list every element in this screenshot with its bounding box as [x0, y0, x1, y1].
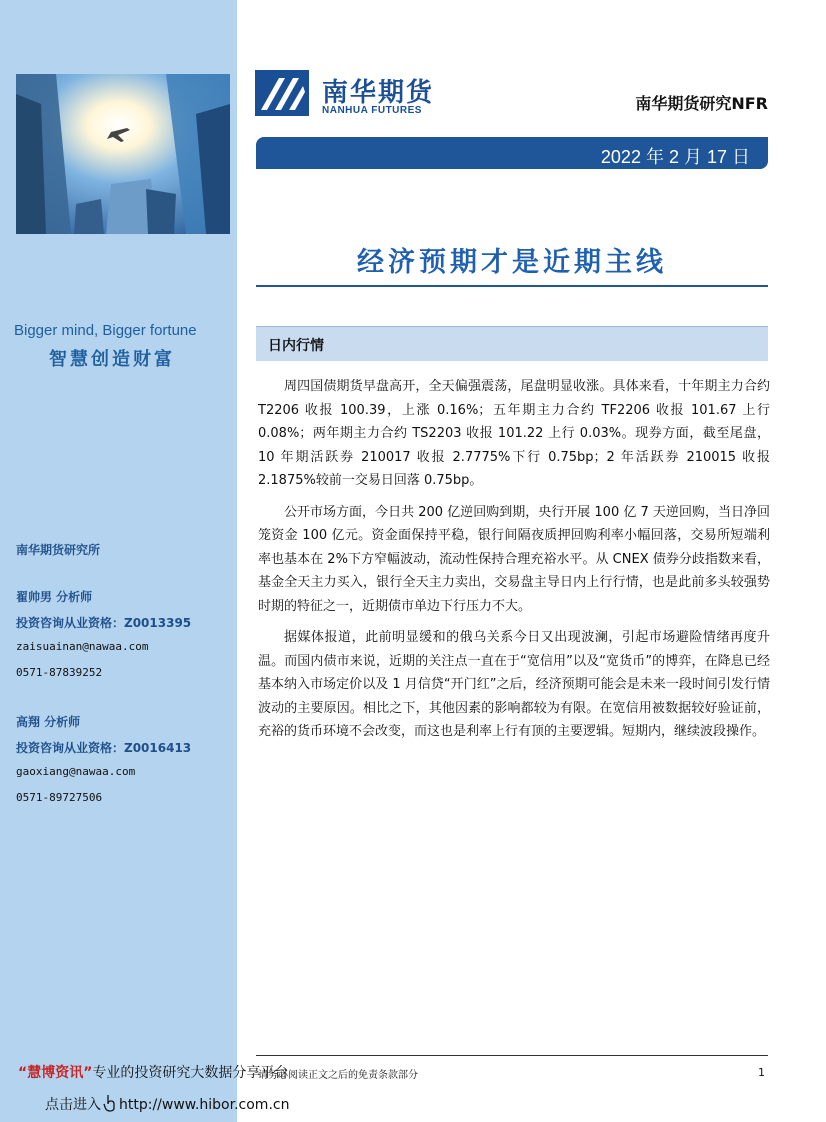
slogan-english: Bigger mind, Bigger fortune: [14, 322, 197, 339]
page-number: 1: [758, 1066, 765, 1079]
report-date: 2022 年 2 月 17 日: [600, 147, 750, 167]
body-paragraph: 公开市场方面，今日共 200 亿逆回购到期，央行开展 100 亿 7 天逆回购，当日净回笼资金 100 亿元。资金面保持平稳，银行间隔夜质押回购利率小幅回落，交易所短端利率也基本在 2%下方窄幅波动，流动性保持合理充裕水平。从 CNEX 债券分歧指数来看，基金全天主力买入，银行全天主力卖出，交易盘主导日内上行行情，也是此前多头较强势时期的特征之一，近期债市单边下行压力不大。: [258, 504, 770, 614]
report-title: 经济预期才是近期主线: [357, 247, 667, 278]
research-org-name: 南华期货研究NFR: [635, 94, 768, 113]
watermark-tagline: 专业的投资研究大数据分享平台: [92, 1065, 289, 1081]
watermark-link-prefix: 点击进入: [45, 1097, 101, 1113]
analyst-phone: 0571-89727506: [16, 791, 103, 804]
pointer-hand-icon: [103, 1094, 117, 1116]
section-header: [256, 326, 768, 361]
body-paragraph: 周四国债期货早盘高开，全天偏强震荡，尾盘明显收涨。具体来看，十年期主力合约 T2206 收报 100.39，上涨 0.16%；五年期主力合约 TF2206 收报 101.67 上行 0.08%；两年期主力合约 TS2203 收报 101.22 上行 0.03%。现券方面，截至尾盘，10 年期活跃券 210017 收报 2.7775%下行 0.75bp；2 年活跃券 210015 收报 2.1875%较前一交易日回落 0.75bp。: [258, 379, 770, 488]
cover-city-photo: [16, 74, 230, 234]
analyst-name: 高翔 分析师: [16, 715, 81, 729]
brand-name-cn: 南华期货: [322, 78, 435, 108]
date-bar: [256, 137, 768, 169]
disclaimer-note: 请务必阅读正文之后的免责条款部分: [258, 1070, 418, 1081]
section-title: 日内行情: [268, 338, 324, 354]
watermark-brand: “慧博资讯”: [18, 1065, 93, 1081]
title-divider: [256, 285, 768, 287]
report-body: [258, 375, 770, 752]
analyst-name: 翟帅男 分析师: [16, 590, 93, 604]
watermark-url[interactable]: http://www.hibor.com.cn: [119, 1097, 290, 1113]
institute-name: 南华期货研究所: [16, 543, 101, 557]
analyst-phone: 0571-87839252: [16, 666, 103, 679]
analyst-cert: 投资咨询从业资格：Z0013395: [16, 616, 192, 630]
body-paragraph: 据媒体报道，此前明显缓和的俄乌关系今日又出现波澜，引起市场避险情绪再度升温。而国内债市来说，近期的关注点一直在于“宽信用”以及“宽货币”的博弈，在降息已经基本纳入市场定价以及 1 月信贷“开门红”之后，经济预期可能会是未来一段时间引发行情波动的主要原因。相比之下，其他因素的影响都较为有限。在宽信用被数据较好验证前，充裕的货币环境不会改变，而这也是利率上行有顶的主要逻辑。短期内，继续波段操作。: [258, 630, 770, 739]
slogan-chinese: 智慧创造财富: [49, 349, 175, 370]
brand-name-en: NANHUA FUTURES: [322, 105, 422, 116]
nanhua-logo-icon: [255, 70, 315, 118]
analyst-cert: 投资咨询从业资格：Z0016413: [16, 741, 192, 755]
analyst-email[interactable]: gaoxiang@nawaa.com: [16, 765, 136, 778]
watermark-line: [18, 1062, 288, 1082]
watermark-link-line[interactable]: [45, 1094, 289, 1116]
analyst-email[interactable]: zaisuainan@nawaa.com: [16, 640, 149, 653]
sidebar: [0, 0, 237, 1122]
footer-divider: [256, 1055, 768, 1056]
